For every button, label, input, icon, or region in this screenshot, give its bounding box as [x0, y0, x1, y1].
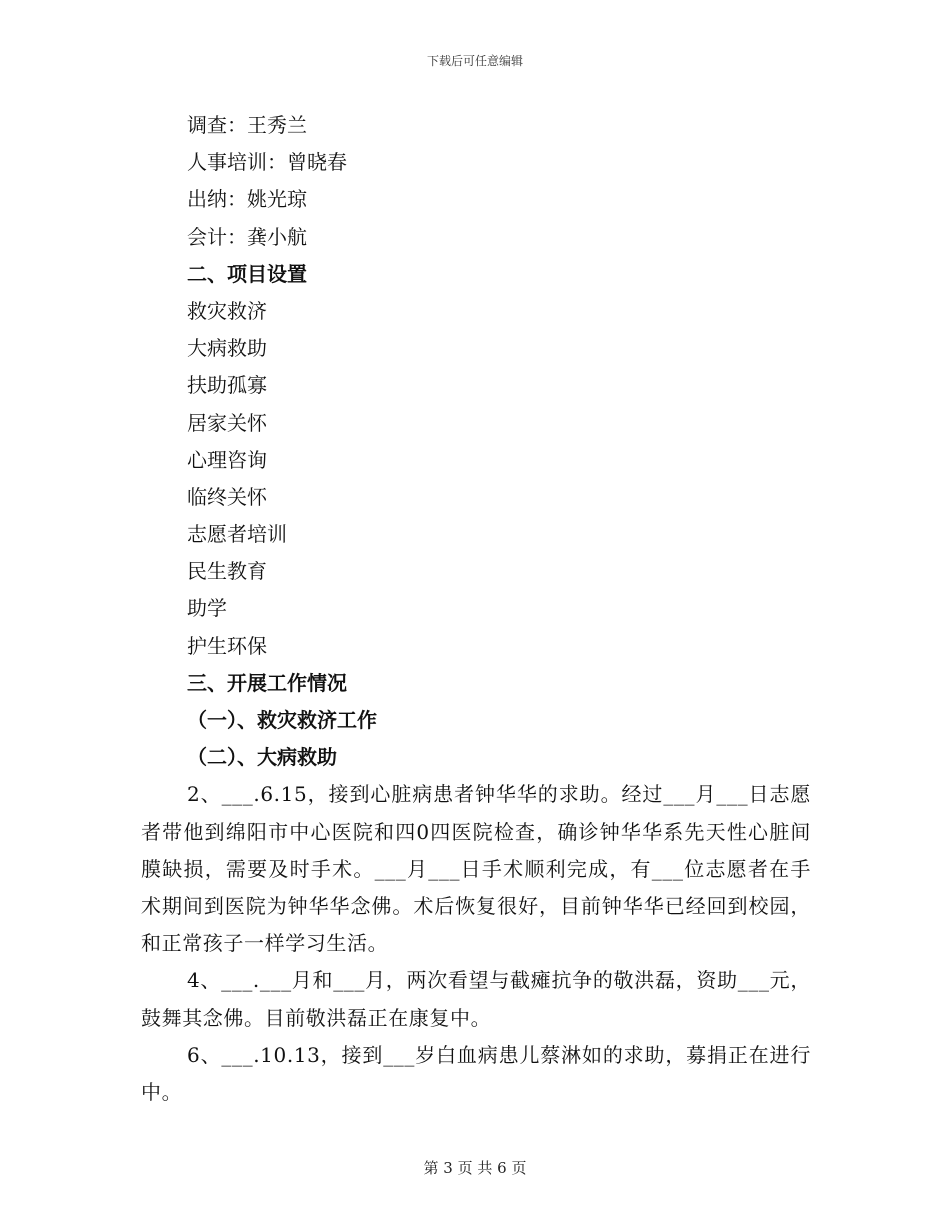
- project-item: 志愿者培训: [187, 522, 287, 547]
- paragraph: 6、___.10.13，接到___岁白血病患儿蔡淋如的求助，募捐正在进行中。: [141, 1042, 811, 1104]
- project-item: 心理咨询: [187, 447, 267, 472]
- staff-line: 调查：王秀兰: [187, 113, 307, 137]
- project-item: 大病救助: [187, 336, 267, 361]
- subsection-heading: （二）、大病救助: [187, 745, 337, 770]
- subsection-heading: （一）、救灾救济工作: [187, 708, 377, 732]
- section-heading: 三、开展工作情况: [187, 670, 347, 695]
- project-item: 助学: [187, 596, 227, 621]
- staff-line: 会计：龚小航: [187, 224, 307, 249]
- project-item: 救灾救济: [187, 298, 267, 323]
- staff-line: 人事培训：曾晓春: [187, 150, 347, 175]
- page-footer: 第 3 页 共 6 页: [423, 1159, 527, 1177]
- staff-line: 出纳：姚光琼: [187, 187, 307, 212]
- project-item: 民生教育: [187, 559, 267, 584]
- project-item: 居家关怀: [187, 410, 267, 435]
- project-item: 临终关怀: [187, 484, 267, 509]
- section-heading: 二、项目设置: [187, 261, 307, 286]
- project-item: 护生环保: [187, 633, 267, 658]
- project-item: 扶助孤寡: [187, 373, 267, 398]
- paragraph: 4、___.___月和___月，两次看望与截瘫抗争的敬洪磊，资助___元，鼓舞其念佛。目前敬洪磊正在康复中。: [141, 968, 811, 1030]
- paragraph: 2、___.6.15，接到心脏病患者钟华华的求助。经过___月___日志愿者带他到绵阳市中心医院和四0四医院检查，确诊钟华华系先天性心脏间膜缺损，需要及时手术。___月___日手术顺利完成，有___位志愿者在手术期间到医院为钟华华念佛。术后恢复很好，目前钟华华已经回到校园，和正常孩子一样学习生活。: [141, 782, 811, 956]
- document-body: [141, 107, 811, 1111]
- page-header: 下载后可任意编辑: [426, 54, 523, 68]
